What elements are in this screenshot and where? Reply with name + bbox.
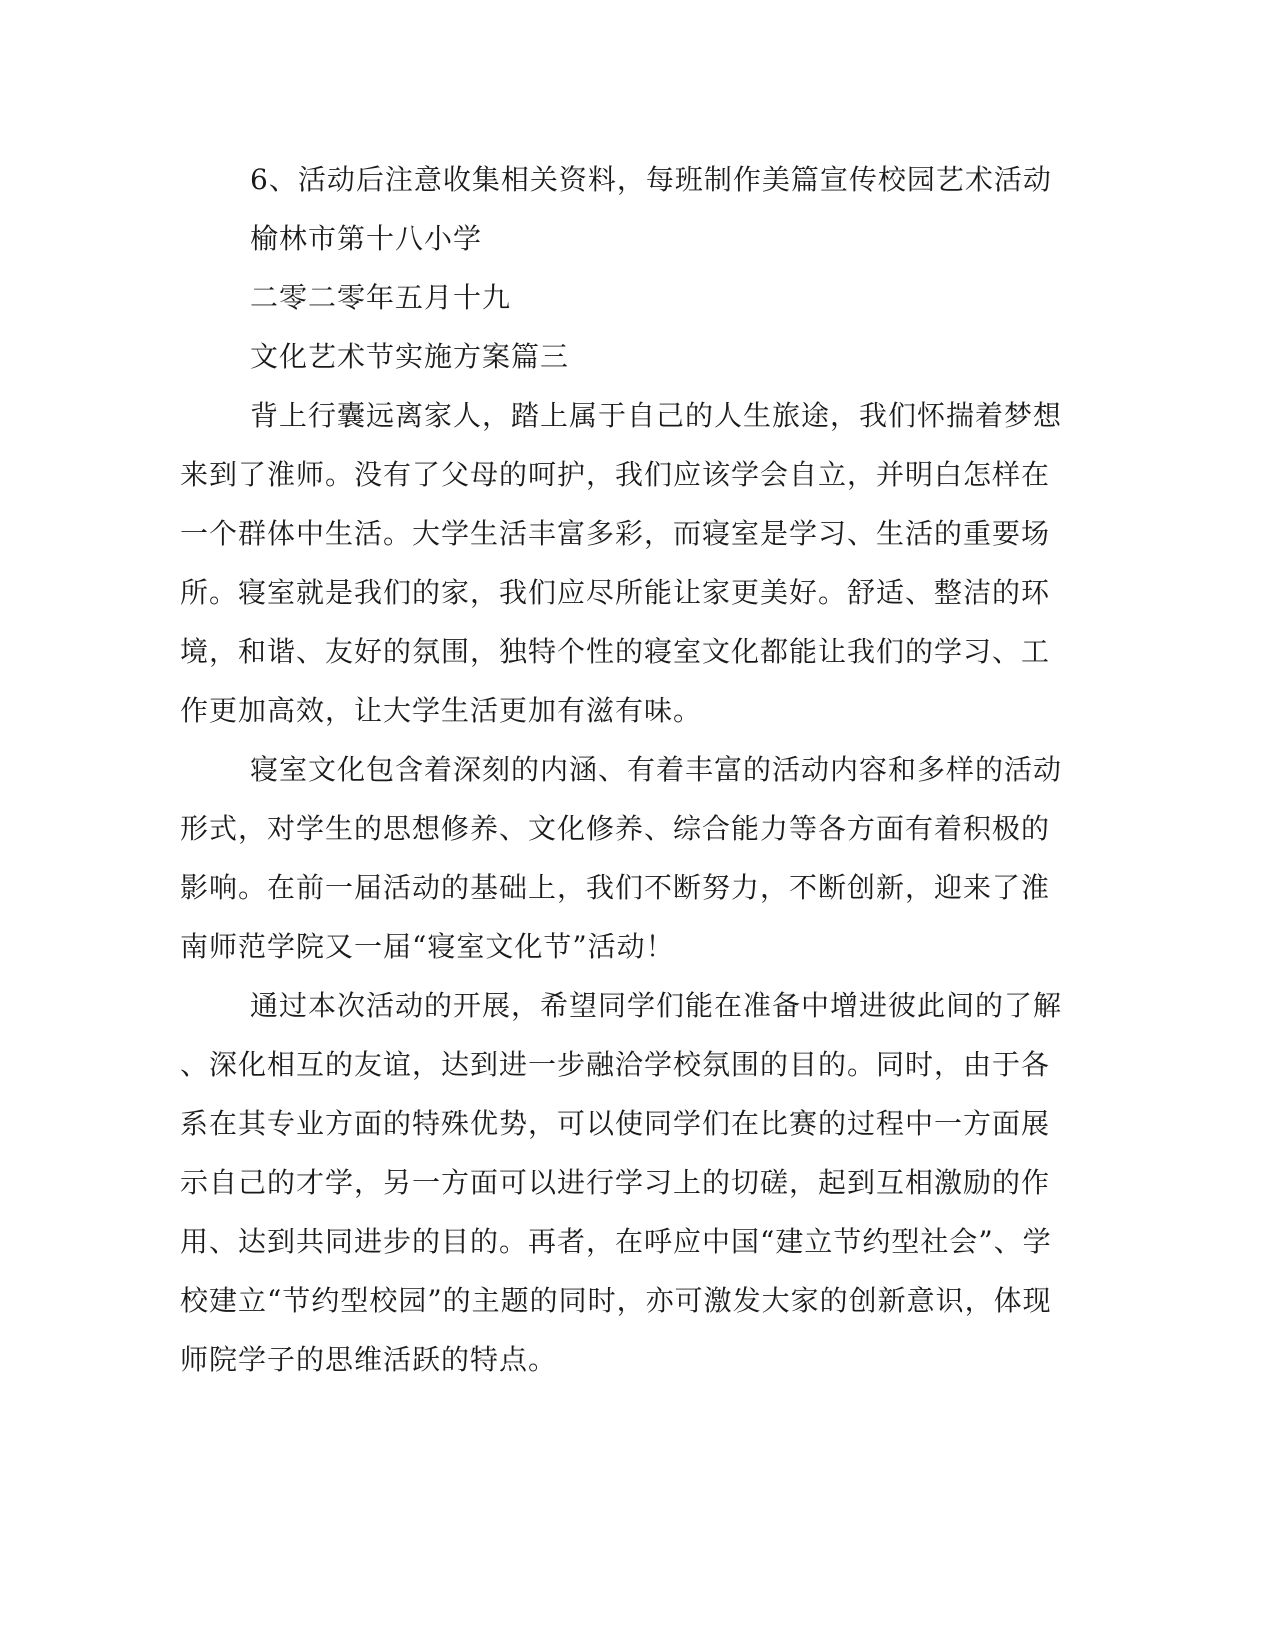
paragraph-line: 背上行囊远离家人，踏上属于自己的人生旅途，我们怀揣着梦想 [250,399,1063,432]
paragraph-line: 师院学子的思维活跃的特点。 [180,1343,558,1376]
paragraph-line: 、深化相互的友谊，达到进一步融洽学校氛围的目的。同时，由于各 [180,1048,1051,1081]
paragraph-line: 用、达到共同进步的目的。再者，在呼应中国“建立节约型社会”、学 [180,1225,1052,1258]
paragraph-line: 寝室文化包含着深刻的内涵、有着丰富的活动内容和多样的活动 [250,753,1063,786]
section-title: 文化艺术节实施方案篇三 [250,340,570,373]
paragraph-line: 影响。在前一届活动的基础上，我们不断努力，不断创新，迎来了淮 [180,871,1051,904]
paragraph-line: 系在其专业方面的特殊优势，可以使同学们在比赛的过程中一方面展 [180,1107,1051,1140]
paragraph-line: 来到了淮师。没有了父母的呵护，我们应该学会自立，并明白怎样在 [180,458,1051,491]
paragraph-line: 校建立“节约型校园”的主题的同时，亦可激发大家的创新意识，体现 [180,1284,1052,1317]
paragraph-line: 所。寝室就是我们的家，我们应尽所能让家更美好。舒适、整洁的环 [180,576,1051,609]
paragraph-line: 南师范学院又一届“寝室文化节”活动！ [180,930,675,963]
paragraph-line: 作更加高效，让大学生活更加有滋有味。 [180,694,703,727]
paragraph-line: 通过本次活动的开展，希望同学们能在准备中增进彼此间的了解 [250,989,1063,1022]
document-date: 二零二零年五月十九 [250,281,512,314]
paragraph-line: 一个群体中生活。大学生活丰富多彩，而寝室是学习、生活的重要场 [180,517,1051,550]
school-name: 榆林市第十八小学 [250,222,483,255]
paragraph-line: 形式，对学生的思想修养、文化修养、综合能力等各方面有着积极的 [180,812,1051,845]
list-item-6: 6、活动后注意收集相关资料，每班制作美篇宣传校园艺术活动 [250,163,1052,196]
paragraph-line: 境，和谐、友好的氛围，独特个性的寝室文化都能让我们的学习、工 [180,635,1051,668]
paragraph-line: 示自己的才学，另一方面可以进行学习上的切磋，起到互相激励的作 [180,1166,1051,1199]
